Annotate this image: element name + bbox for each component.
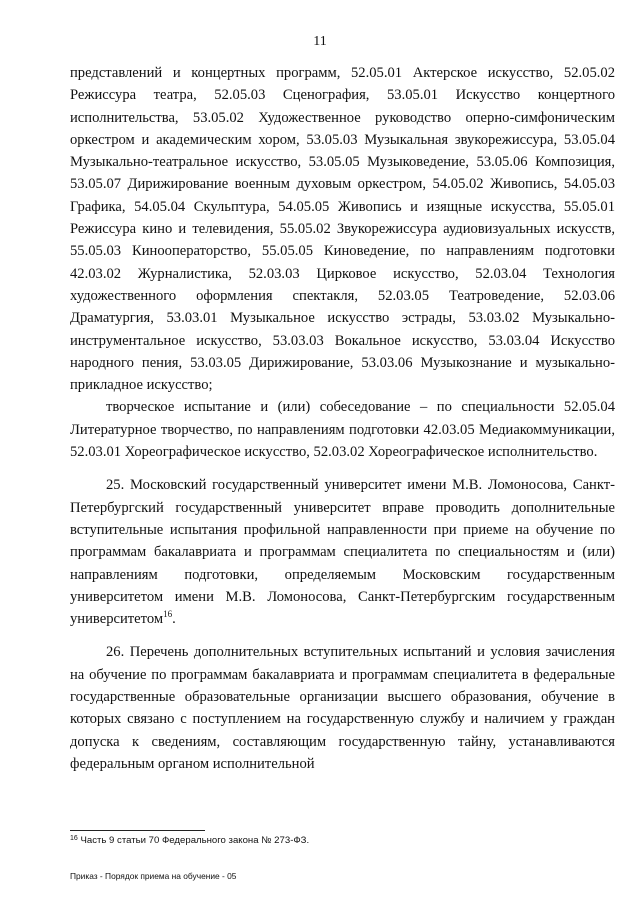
page-footer: Приказ - Порядок приема на обучение - 05 <box>70 871 237 881</box>
footnote-text: Часть 9 статьи 70 Федерального закона № 273-ФЗ. <box>77 835 310 846</box>
page-number: 11 <box>313 34 327 49</box>
paragraph-25 <box>70 474 615 630</box>
paragraph-program-list: представлений и концертных программ, 52.05.01 Актерское искусство, 52.05.02 Режиссура театра, 52.05.03 Сценография, 53.05.01 Искусство концертного исполнительства, 53.05.02 Художественное руководство оперно-симфоническим оркестром и академическим хором, 53.05.03 Музыкальная звукорежиссура, 53.05.04 Музыкально-театральное искусство, 53.05.05 Музыковедение, 53.05.06 Композиция, 53.05.07 Дирижирование военным духовым оркестром, 54.05.02 Живопись, 54.05.03 Графика, 54.05.04 Скульптура, 54.05.05 Живопись и изящные искусства, 55.05.01 Режиссура кино и телевидения, 55.05.02 Звукорежиссура аудиовизуальных искусств, 55.05.03 Кинооператорство, 55.05.05 Киноведение, по направлениям подготовки 42.03.02 Журналистика, 52.03.03 Цирковое искусство, 52.03.04 Технология художественного оформления спектакля, 52.03.05 Театроведение, 52.03.06 Драматургия, 53.03.01 Музыкальное искусство эстрады, 53.03.02 Музыкально-инструментальное искусство, 53.03.03 Вокальное искусство, 53.03.04 Искусство народного пения, 53.03.05 Дирижирование, 53.03.06 Музыкознание и музыкально-прикладное искусство; <box>70 65 615 394</box>
document-body <box>70 62 615 775</box>
paragraph-26: 26. Перечень дополнительных вступительных испытаний и условия зачисления на обучение по программам бакалавриата и программам специалитета в федеральные государственные образовательные организации высшего образования, обучение в которых связано с поступлением на государственную службу и наличием у граждан допуска к сведениям, составляющим государственную тайну, устанавливаются федеральным органом исполнительной <box>70 644 615 772</box>
paragraph-25-text: 25. Московский государственный университет имени М.В. Ломоносова, Санкт-Петербургский государственный университет вправе проводить дополнительные вступительные испытания профильной направленности при приеме на обучение по программам бакалавриата и программам специалитета по специальностям и (или) направлениям подготовки, определяемым Московским государственным университетом имени М.В. Ломоносова, Санкт-Петербургским государственным университетом <box>70 477 615 628</box>
footnote-marker: 16 <box>70 835 78 842</box>
footnote-separator <box>70 830 205 831</box>
paragraph-25-end: . <box>172 611 176 628</box>
footnote-reference-16[interactable]: 16 <box>163 609 173 620</box>
paragraph-creative-exam: творческое испытание и (или) собеседование – по специальности 52.05.04 Литературное творчество, по направлениям подготовки 42.03.05 Медиакоммуникации, 52.03.01 Хореографическое искусство, 52.03.02 Хореографическое исполнительство. <box>70 399 615 461</box>
footnote <box>70 835 309 847</box>
